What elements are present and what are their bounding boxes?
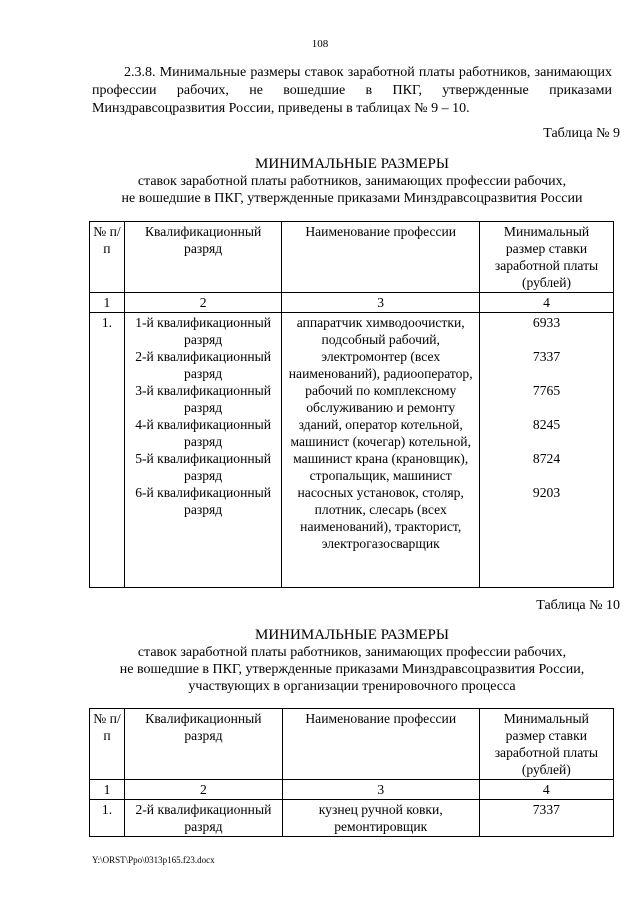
salary-1: 6933	[532, 315, 561, 330]
header-no: № п/п	[90, 222, 125, 293]
header-salary: Минимальный размер ставки заработной платы (рублей)	[479, 709, 613, 780]
colnum-2: 2	[124, 293, 281, 313]
salary-cell	[480, 313, 614, 588]
salary-cell: 7337	[479, 800, 613, 837]
table9-label: Таблица № 9	[543, 126, 620, 141]
table10-label: Таблица № 10	[536, 598, 620, 613]
table9-title	[92, 156, 612, 207]
table-row	[90, 313, 614, 588]
table9-title-main: МИНИМАЛЬНЫЕ РАЗМЕРЫ	[255, 156, 449, 172]
colnum-4: 4	[479, 780, 613, 800]
header-salary: Минимальный размер ставки заработной платы (рублей)	[480, 222, 614, 293]
table10-title-line4: участвующих в организации тренировочного процесса	[188, 679, 516, 694]
row-no: 1.	[90, 313, 125, 588]
table9-colnum-row	[90, 293, 614, 313]
header-profession: Наименование профессии	[282, 709, 479, 780]
table9-title-line3: не вошедшие в ПКГ, утвержденные приказами Минздравсоцразвития России	[121, 191, 583, 206]
row-no: 1.	[90, 800, 125, 837]
table10-title-line2: ставок заработной платы работников, занимающих профессии рабочих,	[137, 645, 567, 660]
header-rank: Квалификационный разряд	[124, 222, 281, 293]
rank-1: 1-й квалификационный разряд	[135, 315, 272, 347]
profession-cell: аппаратчик химводоочистки, подсобный рабочий, электромонтер (всех наименований), радиооператор, рабочий по комплексному обслуживанию и ремонту зданий, оператор котельной, машинист (кочегар) котельной, машинист крана (крановщик), стропальщик, машинист насосных установок, столяр, плотник, слесарь (всех наименований), тракторист, электрогазосварщик	[282, 313, 480, 588]
colnum-3: 3	[282, 293, 480, 313]
rank-cell: 2-й квалификационный разряд	[125, 800, 283, 837]
salary-6: 9203	[532, 485, 561, 500]
header-profession: Наименование профессии	[282, 222, 480, 293]
page-number: 108	[311, 38, 329, 50]
file-path-footer: Y:\ORST\Ppo\0313p165.f23.docx	[92, 855, 215, 865]
colnum-1: 1	[90, 780, 125, 800]
table9	[89, 221, 614, 588]
header-no: № п/п	[90, 709, 125, 780]
salary-4: 8245	[532, 417, 561, 432]
table10-title-line3: не вошедшие в ПКГ, утвержденные приказами Минздравсоцразвития России,	[119, 662, 585, 677]
rank-6: 6-й квалификационный разряд	[135, 485, 272, 517]
rank-3: 3-й квалификационный разряд	[135, 383, 272, 415]
table-row	[90, 800, 614, 837]
header-rank: Квалификационный разряд	[125, 709, 283, 780]
table9-title-line2: ставок заработной платы работников, занимающих профессии рабочих,	[137, 174, 567, 189]
colnum-3: 3	[282, 780, 479, 800]
rank-4: 4-й квалификационный разряд	[135, 417, 272, 449]
profession-cell: кузнец ручной ковки, ремонтировщик	[282, 800, 479, 837]
colnum-2: 2	[125, 780, 283, 800]
table10	[89, 708, 614, 837]
table10-header-row	[90, 709, 614, 780]
salary-3: 7765	[532, 383, 561, 398]
colnum-1: 1	[90, 293, 125, 313]
table9-header-row	[90, 222, 614, 293]
colnum-4: 4	[480, 293, 614, 313]
intro-paragraph: 2.3.8. Минимальные размеры ставок заработной платы работников, занимающих профессии рабочих, не вошедшие в ПКГ, утвержденные приказами Минздравсоцразвития России, приведены в таблицах № 9 – 10.	[92, 65, 612, 116]
rank-2: 2-й квалификационный разряд	[135, 349, 272, 381]
table10-title-main: МИНИМАЛЬНЫЕ РАЗМЕРЫ	[255, 627, 449, 643]
rank-cell	[124, 313, 281, 588]
rank-5: 5-й квалификационный разряд	[135, 451, 272, 483]
table10-colnum-row	[90, 780, 614, 800]
salary-2: 7337	[532, 349, 561, 364]
salary-5: 8724	[532, 451, 561, 466]
table10-title	[92, 627, 612, 695]
